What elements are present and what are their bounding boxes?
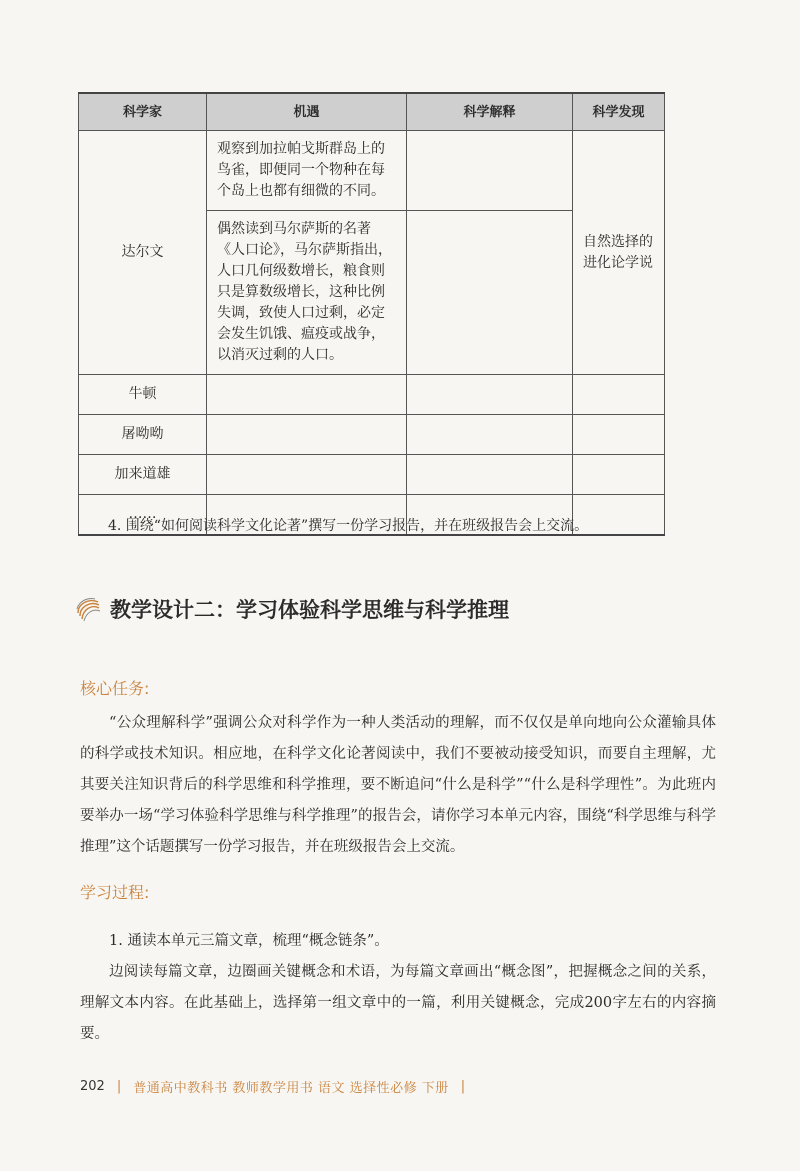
page-footer — [80, 1077, 465, 1096]
item-4-text: 4. 围绕“如何阅读科学文化论著”撰写一份学习报告，并在班级报告会上交流。 — [108, 518, 589, 534]
table-header-row — [79, 93, 665, 131]
header-explanation: 科学解释 — [407, 93, 573, 131]
swirl-icon — [74, 595, 102, 623]
scientist-table-container — [78, 92, 664, 536]
book-title: 普通高中教科书 教师教学用书 语文 选择性必修 下册 — [133, 1081, 449, 1096]
cell-darwin-opportunity-1: 观察到加拉帕戈斯群岛上的鸟雀，即便同一个物种在每个岛上也都有细微的不同。 — [207, 131, 407, 211]
cell-darwin-explanation-1 — [407, 131, 573, 211]
core-task-text: “公众理解科学”强调公众对科学作为一种人类活动的理解，而不仅仅是单向地向公众灌输具体的科学或技术知识。相应地，在科学文化论著阅读中，我们不要被动接受知识，而要自主理解，尤其要关注知识背后的科学思维和科学推理，要不断追问“什么是科学”“什么是科学理性”。为此班内要举办一场“学习体验科学思维与科学推理”的报告会，请你学习本单元内容，围绕“科学思维与科学推理”这个话题撰写一份学习报告，并在班级报告会上交流。 — [80, 715, 716, 855]
process-heading: 学习过程: — [80, 883, 150, 902]
cell-darwin-explanation-2 — [407, 211, 573, 375]
table-row-newton — [79, 375, 665, 415]
scientist-table — [78, 92, 665, 536]
process-step-1-detail: 边阅读每篇文章，边圈画关键概念和术语，为每篇文章画出“概念图”，把握概念之间的关系，理解文本内容。在此基础上，选择第一组文章中的一篇，利用关键概念，完成200字左右的内容摘要。 — [80, 964, 716, 1042]
cell-newton-name: 牛顿 — [79, 375, 207, 415]
table-row-darwin-1 — [79, 131, 665, 211]
cell-empty — [407, 415, 573, 455]
cell-empty — [207, 415, 407, 455]
cell-empty — [573, 455, 665, 495]
cell-darwin-discovery: 自然选择的进化论学说 — [573, 131, 665, 375]
process-content — [80, 926, 716, 1050]
table-row-kaku — [79, 455, 665, 495]
cell-empty — [573, 375, 665, 415]
footer-separator: | — [460, 1079, 466, 1094]
footer-separator: | — [116, 1079, 122, 1094]
cell-empty — [207, 455, 407, 495]
cell-empty — [407, 375, 573, 415]
cell-ellipsis: …… — [79, 495, 207, 536]
cell-kaku-name: 加来道雄 — [79, 455, 207, 495]
header-scientist: 科学家 — [79, 93, 207, 131]
cell-empty — [407, 455, 573, 495]
cell-empty — [573, 415, 665, 455]
header-discovery: 科学发现 — [573, 93, 665, 131]
core-task-heading: 核心任务: — [80, 679, 150, 698]
process-step-1: 1. 通读本单元三篇文章，梳理“概念链条”。 — [109, 933, 389, 949]
cell-darwin-opportunity-2: 偶然读到马尔萨斯的名著《人口论》，马尔萨斯指出，人口几何级数增长，粮食则只是算数级增长，这种比例失调，致使人口过剩，必定会发生饥饿、瘟疫或战争，以消灭过剩的人口。 — [207, 211, 407, 375]
table-row-tu-youyou — [79, 415, 665, 455]
page-number: 202 — [80, 1079, 105, 1094]
cell-tu-youyou-name: 屠呦呦 — [79, 415, 207, 455]
core-task-paragraph — [80, 708, 716, 863]
cell-empty — [207, 375, 407, 415]
header-opportunity: 机遇 — [207, 93, 407, 131]
section-title — [74, 594, 509, 624]
cell-darwin-name: 达尔文 — [79, 131, 207, 375]
section-title-text: 教学设计二：学习体验科学思维与科学推理 — [110, 598, 509, 622]
